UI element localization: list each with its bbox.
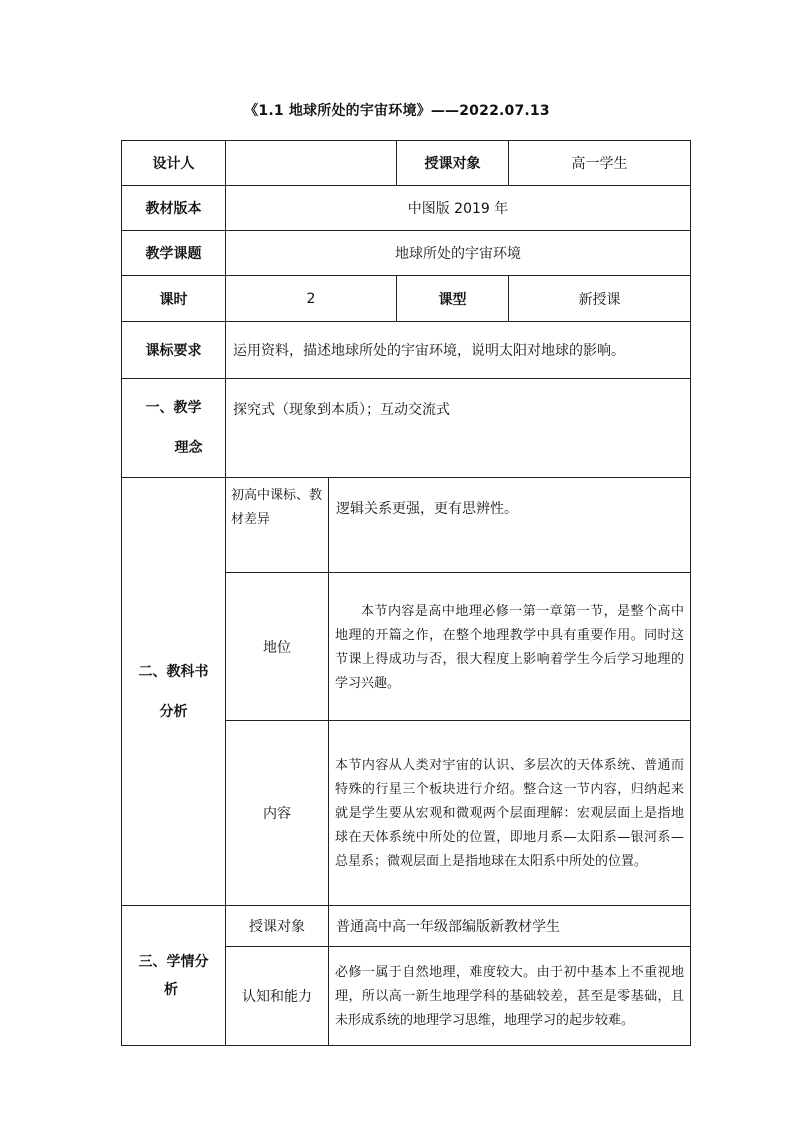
content-label: 内容 <box>226 721 329 906</box>
audience-label: 授课对象 <box>397 141 509 186</box>
topic-value: 地球所处的宇宙环境 <box>226 231 691 276</box>
row-textbook <box>122 186 691 231</box>
lesson-type-label: 课型 <box>397 276 509 322</box>
ability-label: 认知和能力 <box>226 947 329 1046</box>
philosophy-label-line1: 一、教学 <box>145 400 202 416</box>
philosophy-label-line2: 理念 <box>174 440 203 456</box>
textbook-analysis-label-line2: 分析 <box>159 703 188 720</box>
textbook-label: 教材版本 <box>122 186 226 231</box>
period-value: 2 <box>226 276 397 322</box>
row-diff <box>122 478 691 573</box>
learner-audience-value: 普通高中高一年级部编版新教材学生 <box>329 906 691 947</box>
learner-analysis-label-line1: 三、学情分 <box>138 953 209 970</box>
learner-analysis-label-line2: 析 <box>164 981 178 998</box>
position-label: 地位 <box>226 573 329 721</box>
topic-label: 教学课题 <box>122 231 226 276</box>
row-designer <box>122 141 691 186</box>
learner-analysis-label <box>122 906 226 1046</box>
designer-label: 设计人 <box>122 141 226 186</box>
textbook-analysis-label <box>122 478 226 906</box>
designer-value <box>226 141 397 186</box>
row-period <box>122 276 691 322</box>
row-topic <box>122 231 691 276</box>
position-value: 本节内容是高中地理必修一第一章第一节，是整个高中地理的开篇之作，在整个地理教学中具有重要作用。同时这节课上得成功与否，很大程度上影响着学生今后学习地理的学习兴趣。 <box>329 573 691 721</box>
textbook-value: 中图版 2019 年 <box>226 186 691 231</box>
row-standard <box>122 322 691 379</box>
row-philosophy <box>122 379 691 478</box>
standard-value: 运用资料，描述地球所处的宇宙环境，说明太阳对地球的影响。 <box>226 322 691 379</box>
philosophy-label <box>122 379 226 478</box>
lesson-plan-table <box>121 140 691 1046</box>
document-title: 《1.1 地球所处的宇宙环境》——2022.07.13 <box>244 103 550 119</box>
audience-value: 高一学生 <box>509 141 691 186</box>
period-label: 课时 <box>122 276 226 322</box>
philosophy-value: 探究式（现象到本质）；互动交流式 <box>226 379 691 478</box>
ability-value: 必修一属于自然地理，难度较大。由于初中基本上不重视地理，所以高一新生地理学科的基础较差，甚至是零基础，且未形成系统的地理学习思维，地理学习的起步较难。 <box>329 947 691 1046</box>
standard-label: 课标要求 <box>122 322 226 379</box>
learner-audience-label: 授课对象 <box>226 906 329 947</box>
row-learner-audience <box>122 906 691 947</box>
lesson-type-value: 新授课 <box>509 276 691 322</box>
textbook-analysis-label-line1: 二、教科书 <box>138 663 209 680</box>
diff-value: 逻辑关系更强，更有思辨性。 <box>329 478 691 573</box>
diff-label: 初高中课标、教材差异 <box>226 478 329 573</box>
content-value: 本节内容从人类对宇宙的认识、多层次的天体系统、普通而特殊的行星三个板块进行介绍。整合这一节内容，归纳起来就是学生要从宏观和微观两个层面理解：宏观层面上是指地球在天体系统中所处的位置，即地月系—太阳系—银河系—总星系；微观层面上是指地球在太阳系中所处的位置。 <box>329 721 691 906</box>
